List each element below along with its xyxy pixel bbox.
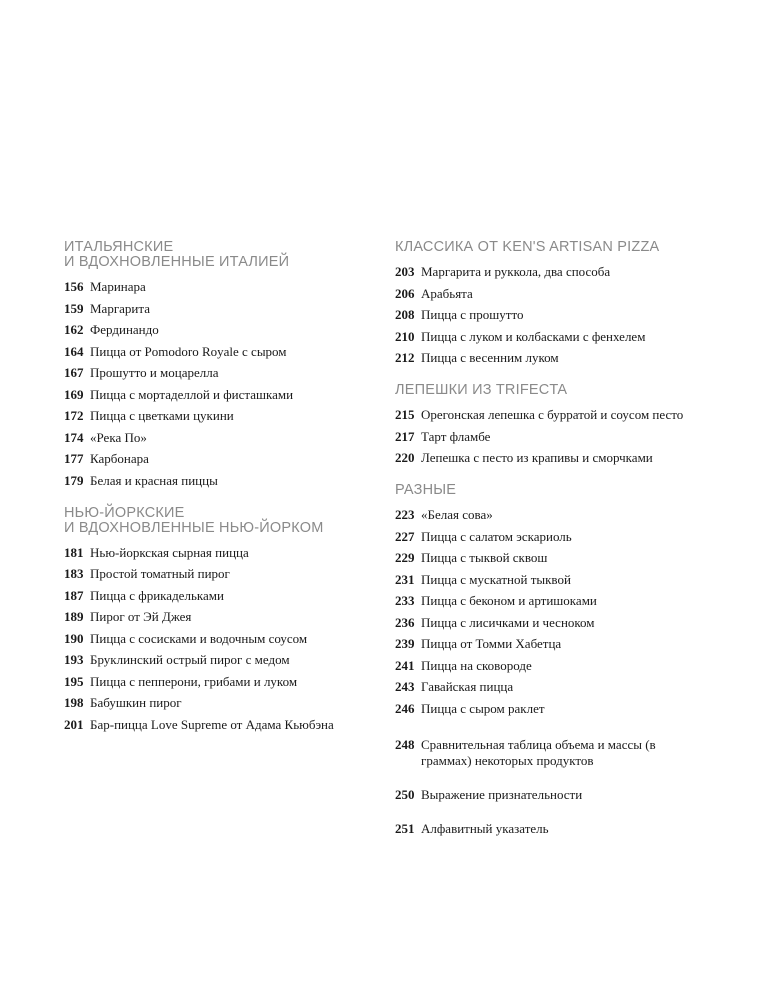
toc-entry — [64, 609, 354, 625]
entry-title: Пицца с мортаделлой и фисташками — [90, 386, 294, 402]
page-number: 167 — [64, 365, 84, 380]
toc-entry — [395, 407, 705, 423]
toc-section — [395, 483, 705, 717]
toc-entry — [395, 507, 705, 523]
toc-entry — [395, 636, 705, 652]
page-number: 203 — [395, 264, 415, 279]
entry-title: Простой томатный пирог — [90, 566, 230, 581]
page-number: 227 — [395, 528, 415, 544]
entry-title: Пицца с пепперони, грибами и луком — [90, 673, 298, 689]
entry-title: Маринара — [90, 279, 146, 294]
toc-entry — [395, 550, 705, 566]
toc-entry — [64, 344, 354, 360]
section-title-line: ИТАЛЬЯНСКИЕ — [64, 239, 174, 255]
toc-entry — [395, 529, 705, 545]
section-title — [395, 383, 705, 398]
toc-entry — [395, 329, 705, 345]
page-number: 187 — [64, 587, 84, 603]
page-number: 220 — [395, 450, 415, 465]
toc-entry — [64, 545, 354, 561]
entry-title: Пицца с мускатной тыквой — [421, 571, 571, 587]
toc-entry — [64, 631, 354, 647]
section-title-line: КЛАССИКА ОТ KEN'S ARTISAN PIZZA — [395, 239, 660, 255]
toc-entry — [64, 365, 354, 381]
entry-title: Маргарита и руккола, два способа — [421, 264, 611, 279]
toc-entry — [395, 593, 705, 609]
page-number: 250 — [395, 786, 415, 802]
toc-entry — [395, 821, 705, 837]
page-number: 236 — [395, 614, 415, 630]
toc-entry — [64, 674, 354, 690]
toc-entry — [395, 307, 705, 323]
toc-entry — [395, 701, 705, 717]
entry-title: Пицца с сосисками и водочным соусом — [90, 630, 308, 646]
page-number: 172 — [64, 408, 84, 423]
toc-entry — [395, 429, 705, 445]
page-number: 233 — [395, 593, 415, 608]
entry-title: Пицца с сыром раклет — [421, 700, 545, 716]
toc-back-matter — [395, 737, 705, 837]
page-number: 201 — [64, 716, 84, 732]
page-number: 164 — [64, 343, 84, 359]
entry-title: Лепешка с песто из крапивы и сморчками — [421, 450, 653, 465]
page-number: 251 — [395, 820, 415, 836]
toc-entry — [395, 350, 705, 366]
section-title-line: НЬЮ-ЙОРКСКИЕ — [64, 504, 185, 521]
toc-entry — [64, 408, 354, 424]
toc-section — [395, 240, 705, 366]
toc-entry — [64, 695, 354, 711]
entry-title: Фердинандо — [90, 322, 159, 337]
toc-entry — [64, 566, 354, 582]
page-number: 189 — [64, 609, 84, 624]
section-title — [395, 240, 705, 255]
page-number: 223 — [395, 507, 415, 522]
entry-title: Пицца с весенним луком — [421, 350, 559, 365]
entry-title: Карбонара — [90, 451, 149, 466]
entry-title: Пицца с тыквой сквош — [421, 550, 548, 565]
section-title — [64, 240, 354, 270]
entry-title: Тарт фламбе — [421, 428, 491, 444]
toc-right-column — [395, 240, 705, 855]
toc-entry — [395, 658, 705, 674]
section-title — [395, 483, 705, 498]
page-number: 215 — [395, 407, 415, 422]
page-number: 217 — [395, 428, 415, 444]
entry-title: Пирог от Эй Джея — [90, 609, 192, 624]
section-title-line: ЛЕПЕШКИ ИЗ TRIFECTA — [395, 382, 568, 398]
page-number: 159 — [64, 300, 84, 316]
entry-title: Арабьята — [421, 285, 473, 301]
toc-entry — [64, 451, 354, 467]
toc-section — [395, 383, 705, 466]
toc-entry — [395, 450, 705, 466]
page-number: 195 — [64, 673, 84, 689]
page-number: 198 — [64, 695, 84, 710]
entry-title: Сравнительная таблица объема и массы (в граммах) некоторых продуктов — [421, 736, 656, 768]
page-number: 241 — [395, 657, 415, 673]
entry-title: Пицца от Томми Хабетца — [421, 636, 562, 651]
page-number: 231 — [395, 571, 415, 587]
toc-entry — [395, 286, 705, 302]
entry-title: Белая и красная пиццы — [90, 472, 218, 488]
toc-entry — [395, 679, 705, 695]
toc-entry — [395, 737, 705, 769]
page-number: 177 — [64, 451, 84, 466]
entry-title: Пицца от Pomodoro Royale с сыром — [90, 343, 287, 359]
toc-section — [64, 240, 354, 489]
entry-title: Пицца с лисичками и чесноком — [421, 614, 595, 630]
page-number: 193 — [64, 652, 84, 667]
toc-entry — [64, 301, 354, 317]
toc-entry — [395, 787, 705, 803]
toc-entry — [64, 588, 354, 604]
toc-left-column — [64, 240, 354, 738]
page-number: 206 — [395, 285, 415, 301]
toc-entry — [64, 473, 354, 489]
page-number: 210 — [395, 328, 415, 344]
entry-title: Пицца с беконом и артишоками — [421, 593, 597, 608]
entry-title: Бар-пицца Love Supreme от Адама Кьюбэна — [90, 716, 334, 732]
toc-entry — [395, 615, 705, 631]
page-number: 239 — [395, 636, 415, 651]
section-title — [64, 506, 354, 536]
page-number: 190 — [64, 630, 84, 646]
page-number: 208 — [395, 307, 415, 322]
page-number: 174 — [64, 429, 84, 445]
page-number: 246 — [395, 700, 415, 716]
toc-entry — [64, 652, 354, 668]
toc-entry — [64, 717, 354, 733]
page-number: 169 — [64, 386, 84, 402]
page-number: 183 — [64, 566, 84, 581]
toc-entry — [395, 264, 705, 280]
toc-entry — [64, 279, 354, 295]
entry-title: «Белая сова» — [421, 507, 493, 522]
entry-title: Пицца с прошутто — [421, 307, 524, 322]
page-number: 162 — [64, 322, 84, 337]
page-number: 248 — [395, 736, 415, 752]
entry-title: Алфавитный указатель — [421, 820, 549, 836]
page-number: 229 — [395, 550, 415, 565]
entry-title: Бруклинский острый пирог с медом — [90, 652, 290, 667]
page-number: 212 — [395, 350, 415, 365]
page-number: 243 — [395, 679, 415, 694]
entry-title: Маргарита — [90, 300, 150, 316]
entry-title: Гавайская пицца — [421, 679, 514, 694]
entry-title: «Река По» — [90, 429, 147, 445]
entry-title: Пицца с луком и колбасками с фенхелем — [421, 328, 646, 344]
entry-title: Пицца с цветками цукини — [90, 408, 234, 423]
entry-title: Нью-йоркская сырная пицца — [90, 544, 249, 560]
toc-entry — [64, 322, 354, 338]
section-title-line: И ВДОХНОВЛЕННЫЕ ИТАЛИЕЙ — [64, 254, 290, 270]
entry-title: Выражение признательности — [421, 786, 583, 802]
toc-entry — [64, 430, 354, 446]
page-number: 179 — [64, 472, 84, 488]
section-title-line: РАЗНЫЕ — [395, 482, 457, 498]
page-number: 181 — [64, 544, 84, 560]
entry-title: Пицца с фрикадельками — [90, 587, 224, 603]
section-title-line: И ВДОХНОВЛЕННЫЕ НЬЮ-ЙОРКОМ — [64, 519, 324, 536]
toc-entry — [64, 387, 354, 403]
entry-title: Бабушкин пирог — [90, 695, 182, 710]
entry-title: Прошутто и моцарелла — [90, 365, 219, 380]
toc-entry — [395, 572, 705, 588]
entry-title: Пицца с салатом эскариоль — [421, 528, 572, 544]
entry-title: Пицца на сковороде — [421, 657, 532, 673]
entry-title: Орегонская лепешка с бурратой и соусом песто — [421, 407, 684, 422]
page-number: 156 — [64, 279, 84, 294]
toc-section — [64, 506, 354, 733]
